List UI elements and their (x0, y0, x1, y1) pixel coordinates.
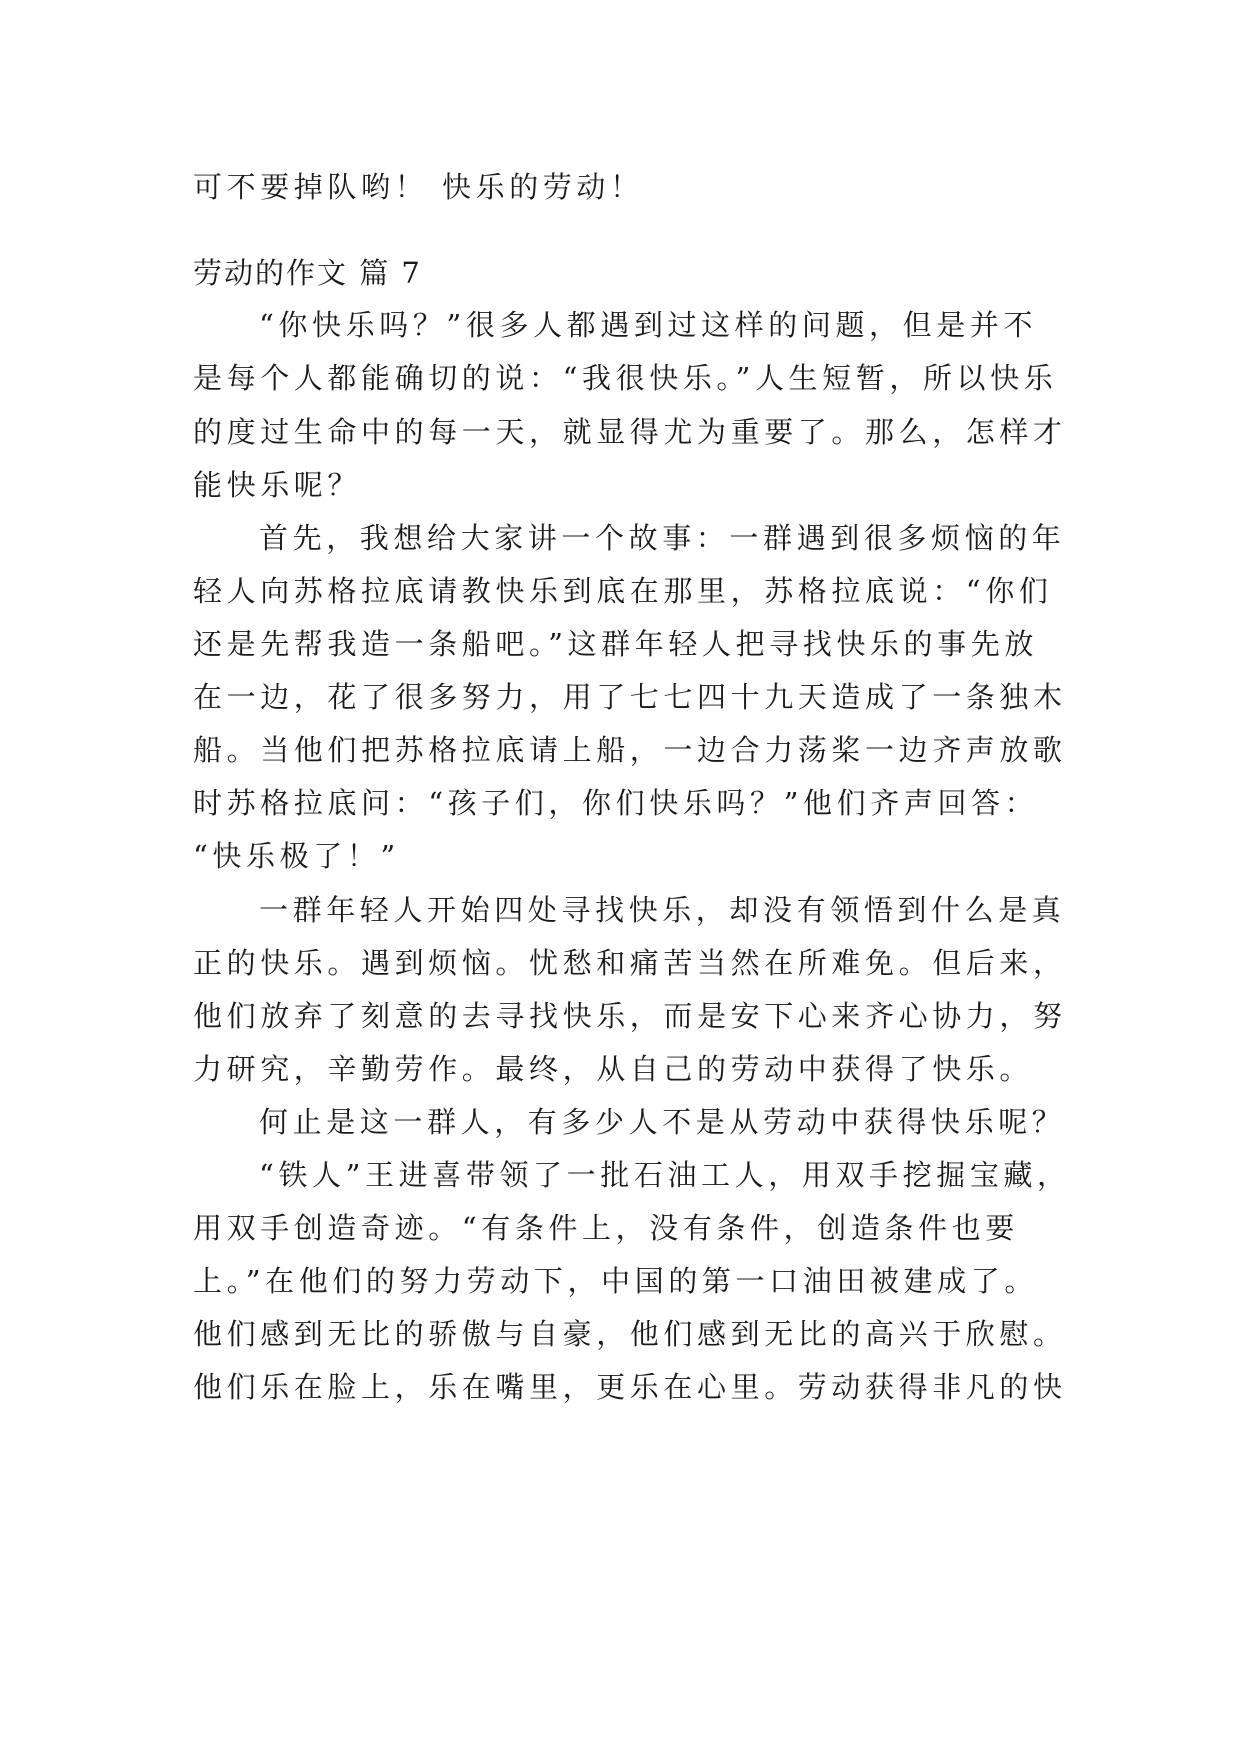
paragraph-line: 首先，我想给大家讲一个故事：一群遇到很多烦恼的年 (259, 521, 1066, 555)
paragraph-line: “快乐极了！” (193, 839, 400, 873)
paragraph-line: 正的快乐。遇到烦恼。忧愁和痛苦当然在所难免。但后来， (193, 946, 1067, 980)
paragraph-line: 是每个人都能确切的说：“我很快乐。”人生短暂，所以快乐 (193, 361, 1058, 395)
paragraph-line: 他们放弃了刻意的去寻找快乐，而是安下心来齐心协力，努 (193, 999, 1067, 1033)
paragraph-line: 用双手创造奇迹。“有条件上，没有条件，创造条件也要 (193, 1211, 1019, 1245)
paragraph-line: 船。当他们把苏格拉底请上船，一边合力荡桨一边齐声放歌 (193, 733, 1067, 767)
paragraph-line: 上。”在他们的努力劳动下，中国的第一口油田被建成了。 (193, 1264, 1038, 1298)
paragraph-line: 力研究，辛勤劳作。最终，从自己的劳动中获得了快乐。 (193, 1052, 1034, 1086)
paragraph-line: 一群年轻人开始四处寻找快乐，却没有领悟到什么是真 (259, 893, 1066, 927)
paragraph-line: 他们乐在脸上，乐在嘴里，更乐在心里。劳动获得非凡的快 (193, 1370, 1067, 1404)
paragraph-line: 的度过生命中的每一天，就显得尤为重要了。那么，怎样才 (193, 415, 1067, 449)
paragraph-line: 还是先帮我造一条船吧。”这群年轻人把寻找快乐的事先放 (193, 627, 1038, 661)
paragraph-line: 在一边，花了很多努力，用了七七四十九天造成了一条独木 (193, 680, 1067, 714)
paragraph-line: 时苏格拉底问：“孩子们，你们快乐吗？”他们齐声回答： (193, 786, 1039, 820)
paragraph-line: 能快乐呢？ (193, 468, 362, 502)
paragraph-line: “你快乐吗？”很多人都遇到过这样的问题，但是并不 (259, 308, 1038, 342)
paragraph-line: 他们感到无比的骄傲与自豪，他们感到无比的高兴于欣慰。 (193, 1317, 1067, 1351)
paragraph-closing-line: 可不要掉队哟！ 快乐的劳动！ (193, 170, 644, 204)
paragraph-line: 何止是这一群人，有多少人不是从劳动中获得快乐呢？ (259, 1105, 1066, 1139)
paragraph-line: “铁人”王进喜带领了一批石油工人，用双手挖掘宝藏， (259, 1158, 1071, 1192)
section-heading: 劳动的作文 篇 7 (193, 256, 422, 290)
paragraph-line: 轻人向苏格拉底请教快乐到底在那里，苏格拉底说：“你们 (193, 574, 1053, 608)
